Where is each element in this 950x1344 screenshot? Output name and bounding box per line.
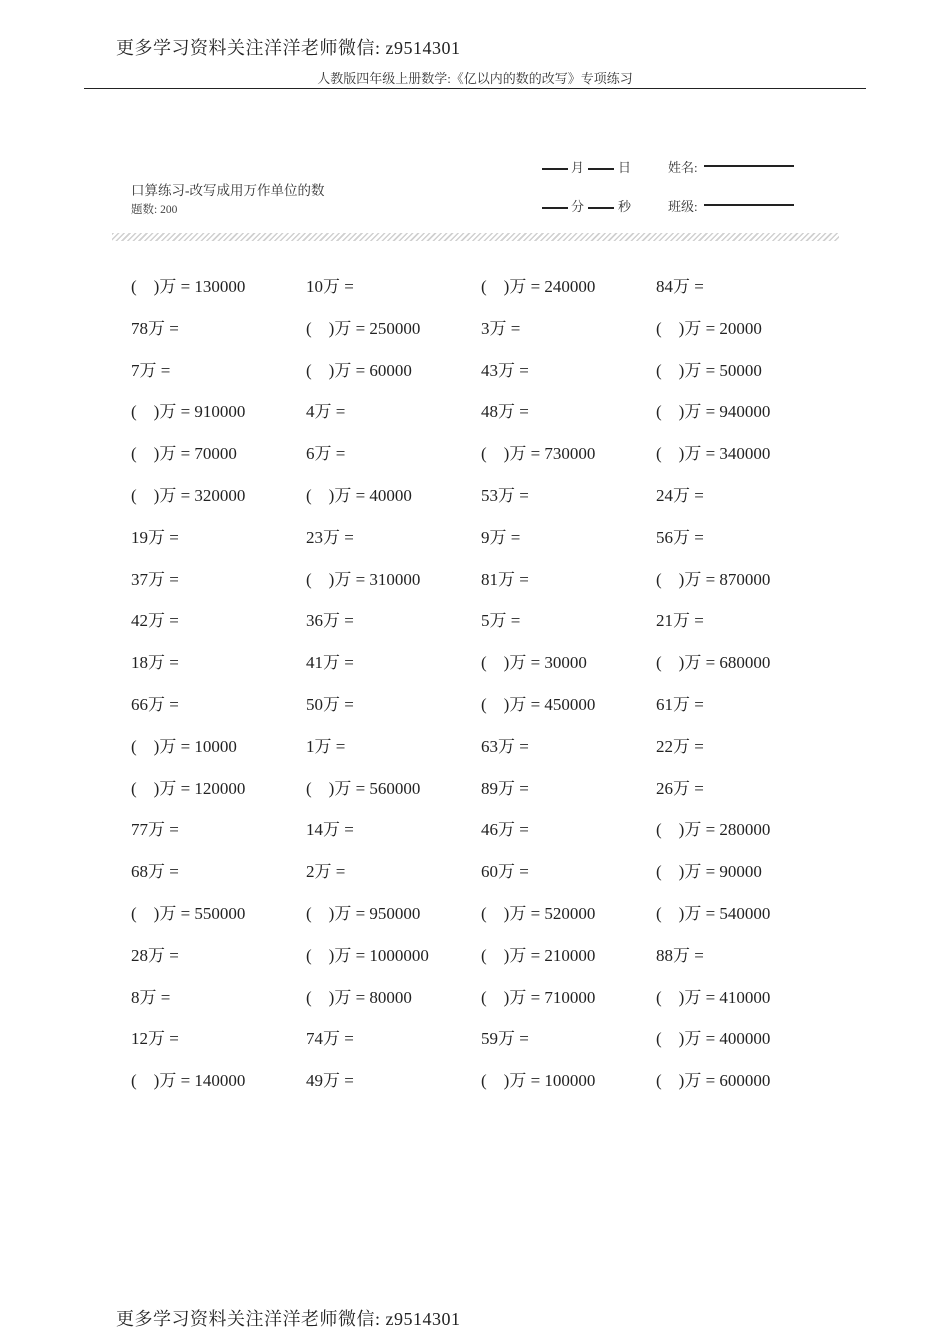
problem-item: ( )万 = 30000 xyxy=(481,653,587,673)
date-name-row xyxy=(542,157,698,176)
problem-item: 2万 = xyxy=(306,862,346,882)
problem-item: ( )万 = 120000 xyxy=(131,778,246,798)
problem-item: 43万 = xyxy=(481,360,529,380)
minute-label: 分 xyxy=(571,199,585,214)
day-label: 日 xyxy=(618,160,632,175)
problem-item: ( )万 = 910000 xyxy=(131,402,246,422)
problem-item: ( )万 = 70000 xyxy=(131,444,237,464)
problem-item: 14万 = xyxy=(306,820,354,840)
problem-item: 22万 = xyxy=(656,736,704,756)
problem-item: 78万 = xyxy=(131,318,179,338)
problem-item: ( )万 = 80000 xyxy=(306,987,412,1007)
problem-item: ( )万 = 60000 xyxy=(306,360,412,380)
time-class-row xyxy=(542,196,698,215)
problem-item: 4万 = xyxy=(306,402,346,422)
problem-item: 74万 = xyxy=(306,1029,354,1049)
problem-item: ( )万 = 450000 xyxy=(481,694,596,714)
problem-item: ( )万 = 600000 xyxy=(656,1071,771,1091)
problem-item: 77万 = xyxy=(131,820,179,840)
hatched-divider xyxy=(112,233,839,241)
problem-item: 24万 = xyxy=(656,485,704,505)
problem-item: ( )万 = 310000 xyxy=(306,569,421,589)
problem-item: 3万 = xyxy=(481,318,521,338)
problem-item: ( )万 = 870000 xyxy=(656,569,771,589)
header-divider xyxy=(84,88,866,89)
minute-blank[interactable] xyxy=(542,207,568,209)
problem-item: ( )万 = 1000000 xyxy=(306,945,429,965)
problem-item: ( )万 = 250000 xyxy=(306,318,421,338)
class-label: 班级: xyxy=(668,199,698,214)
problem-item: 26万 = xyxy=(656,778,704,798)
problem-item: 68万 = xyxy=(131,862,179,882)
problem-item: 6万 = xyxy=(306,444,346,464)
second-label: 秒 xyxy=(618,199,632,214)
problem-item: 46万 = xyxy=(481,820,529,840)
problem-item: ( )万 = 340000 xyxy=(656,444,771,464)
problem-item: 36万 = xyxy=(306,611,354,631)
problem-item: 1万 = xyxy=(306,736,346,756)
page-subtitle: 人教版四年级上册数学:《亿以内的数的改写》专项练习 xyxy=(317,71,633,86)
problem-item: 66万 = xyxy=(131,694,179,714)
problem-item: 84万 = xyxy=(656,277,704,296)
worksheet-title: 口算练习-改写成用万作单位的数 xyxy=(131,183,325,198)
problem-count: 题数: 200 xyxy=(131,204,178,216)
problem-item: 88万 = xyxy=(656,945,704,965)
problem-item: ( )万 = 730000 xyxy=(481,444,596,464)
problem-item: ( )万 = 210000 xyxy=(481,945,596,965)
problem-item: ( )万 = 520000 xyxy=(481,903,596,923)
problem-item: ( )万 = 550000 xyxy=(131,903,246,923)
name-label: 姓名: xyxy=(668,160,698,175)
problem-item: 9万 = xyxy=(481,527,521,547)
problem-item: 56万 = xyxy=(656,527,704,547)
class-blank[interactable] xyxy=(704,204,794,206)
problem-item: ( )万 = 10000 xyxy=(131,736,237,756)
problem-item: 60万 = xyxy=(481,862,529,882)
problem-grid xyxy=(131,270,831,1106)
problem-item: ( )万 = 140000 xyxy=(131,1071,246,1091)
problem-item: 21万 = xyxy=(656,611,704,631)
month-label: 月 xyxy=(571,160,585,175)
problem-item: ( )万 = 280000 xyxy=(656,820,771,840)
problem-item: 37万 = xyxy=(131,569,179,589)
name-blank[interactable] xyxy=(704,165,794,167)
problem-item: 5万 = xyxy=(481,611,521,631)
problem-item: ( )万 = 20000 xyxy=(656,318,762,338)
problem-item: ( )万 = 400000 xyxy=(656,1029,771,1049)
problem-item: 49万 = xyxy=(306,1071,354,1091)
problem-item: 8万 = xyxy=(131,987,171,1007)
second-blank[interactable] xyxy=(588,207,614,209)
problem-item: 42万 = xyxy=(131,611,179,631)
problem-item: 61万 = xyxy=(656,694,704,714)
watermark-top: 更多学习资料关注洋洋老师微信: z9514301 xyxy=(116,38,461,58)
problem-item: 53万 = xyxy=(481,485,529,505)
problem-item: ( )万 = 320000 xyxy=(131,485,246,505)
problem-item: 81万 = xyxy=(481,569,529,589)
problem-item: 59万 = xyxy=(481,1029,529,1049)
problem-item: ( )万 = 680000 xyxy=(656,653,771,673)
problem-item: ( )万 = 710000 xyxy=(481,987,596,1007)
problem-item: ( )万 = 410000 xyxy=(656,987,771,1007)
problem-item: 23万 = xyxy=(306,527,354,547)
problem-item: 10万 = xyxy=(306,277,354,296)
problem-item: ( )万 = 130000 xyxy=(131,277,246,296)
problem-item: ( )万 = 940000 xyxy=(656,402,771,422)
problem-item: ( )万 = 90000 xyxy=(656,862,762,882)
problem-item: ( )万 = 560000 xyxy=(306,778,421,798)
problem-item: 89万 = xyxy=(481,778,529,798)
problem-item: ( )万 = 40000 xyxy=(306,485,412,505)
problem-item: 12万 = xyxy=(131,1029,179,1049)
watermark-bottom: 更多学习资料关注洋洋老师微信: z9514301 xyxy=(116,1309,461,1329)
problem-item: 48万 = xyxy=(481,402,529,422)
problem-item: 19万 = xyxy=(131,527,179,547)
problem-item: ( )万 = 50000 xyxy=(656,360,762,380)
problem-item: ( )万 = 100000 xyxy=(481,1071,596,1091)
problem-item: 7万 = xyxy=(131,360,171,380)
problem-item: 41万 = xyxy=(306,653,354,673)
month-blank[interactable] xyxy=(542,168,568,170)
problem-item: ( )万 = 950000 xyxy=(306,903,421,923)
problem-item: ( )万 = 540000 xyxy=(656,903,771,923)
problem-item: 18万 = xyxy=(131,653,179,673)
problem-item: 28万 = xyxy=(131,945,179,965)
problem-item: 63万 = xyxy=(481,736,529,756)
problem-item: ( )万 = 240000 xyxy=(481,277,596,296)
day-blank[interactable] xyxy=(588,168,614,170)
problem-item: 50万 = xyxy=(306,694,354,714)
